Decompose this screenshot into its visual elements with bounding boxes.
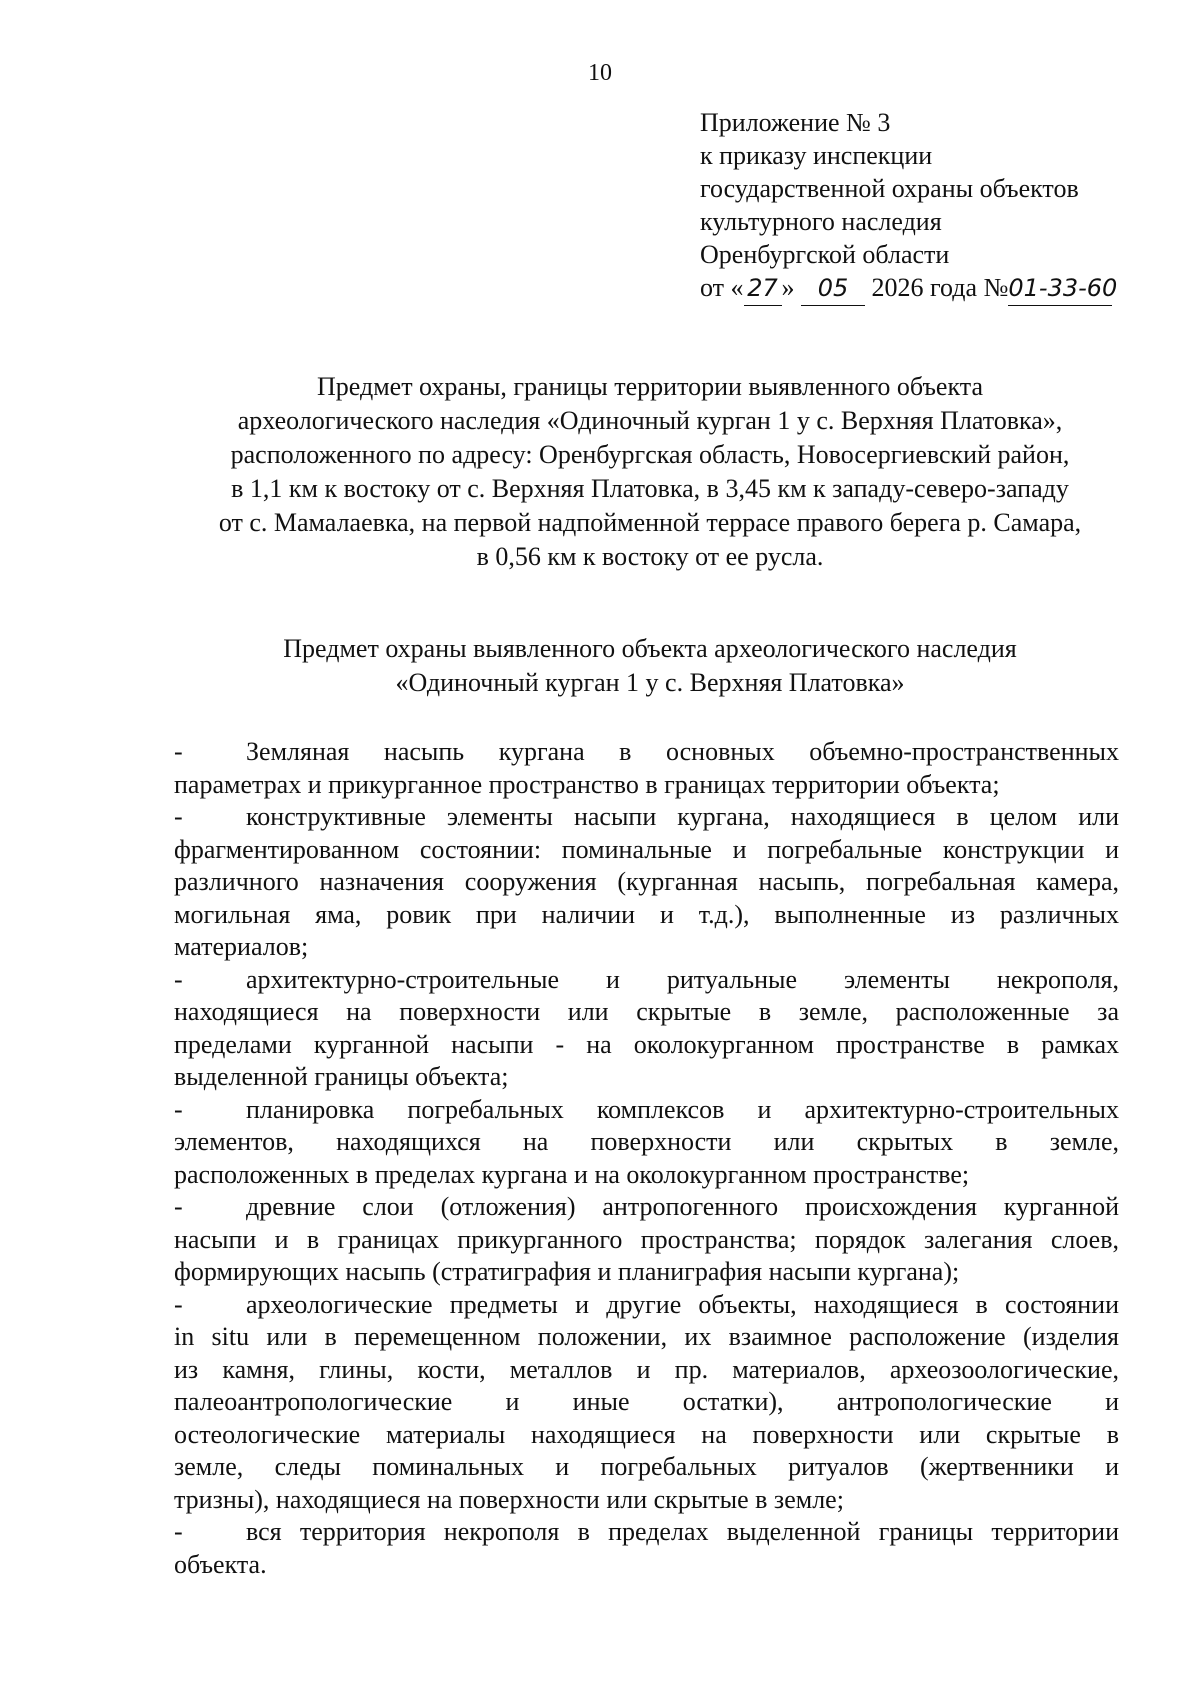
protection-subject-list (174, 736, 1119, 1581)
list-item-text: выделенной границы объекта; (174, 1062, 509, 1091)
list-item-line (174, 899, 1119, 932)
title-line: от с. Мамалаевка, на первой надпойменной террасе правого берега р. Самара, (218, 508, 1082, 537)
list-item-text: тризны), находящиеся на поверхности или скрытые в земле; (174, 1484, 844, 1514)
list-item-line (174, 1549, 1119, 1582)
bullet-dash: - (174, 1192, 183, 1221)
order-date-line (700, 271, 1140, 306)
list-item-line (174, 1419, 1119, 1452)
list-item (174, 1094, 1119, 1192)
bullet-dash: - (174, 1517, 183, 1546)
title-line: в 0,56 км к востоку от ее русла. (476, 542, 824, 571)
bullet-dash: - (174, 964, 183, 994)
list-item-text: могильная яма, ровик при наличии и т.д.), выполненные из различных (174, 899, 1119, 929)
list-item-text: планировка погребальных комплексов и архитектурно-строительных (246, 1094, 1119, 1124)
list-item-line (174, 1126, 1119, 1159)
list-item (174, 801, 1119, 964)
list-item-text: параметрах и прикурганное пространство в границах территории объекта; (174, 769, 1000, 799)
list-item (174, 736, 1119, 801)
list-item-line (174, 1451, 1119, 1484)
list-item-text: различного назначения сооружения (курганная насыпь, погребальная камера, (174, 867, 1119, 896)
list-item-line (174, 1029, 1119, 1062)
list-item-line (174, 866, 1119, 899)
list-item-text: остеологические материалы находящиеся на поверхности или скрытые в (174, 1419, 1119, 1449)
list-item-line (174, 1321, 1119, 1354)
order-year: 2026 года № (871, 273, 1009, 302)
list-item (174, 1191, 1119, 1289)
subtitle-line: Предмет охраны выявленного объекта археологического наследия (283, 634, 1017, 663)
list-item-text: Земляная насыпь кургана в основных объемно-пространственных (246, 737, 1119, 766)
list-item-text: пределами курганной насыпи - на околокурганном пространстве в рамках (174, 1029, 1119, 1059)
page-number: 10 (588, 60, 612, 86)
list-item-text: материалов; (174, 932, 309, 961)
list-item (174, 1516, 1119, 1581)
list-item-text: фрагментированном состоянии: поминальные и погребальные конструкции и (174, 834, 1119, 864)
appendix-line: к приказу инспекции (700, 141, 933, 170)
bullet-dash: - (174, 802, 183, 831)
list-item-line (174, 1159, 1119, 1192)
list-item-line (174, 1256, 1119, 1289)
list-item-text: конструктивные элементы насыпи кургана, находящиеся в целом или (246, 802, 1119, 831)
list-item-text: земле, следы поминальных и погребальных ритуалов (жертвенники и (174, 1452, 1119, 1481)
list-item-line (174, 834, 1119, 867)
list-item-text: насыпи и в границах прикурганного пространства; порядок залегания слоев, (174, 1224, 1119, 1254)
list-item-line (174, 1061, 1119, 1094)
bullet-dash: - (174, 1094, 183, 1124)
appendix-line: государственной охраны объектов (700, 174, 1079, 203)
list-item-text: археологические предметы и другие объекты, находящиеся в состоянии (246, 1289, 1119, 1319)
list-item-line (174, 1354, 1119, 1387)
appendix-line: культурного наследия (700, 207, 942, 236)
list-item-line (174, 1224, 1119, 1257)
list-item-text: вся территория некрополя в пределах выделенной границы территории (246, 1517, 1119, 1546)
list-item-text: архитектурно-строительные и ритуальные элементы некрополя, (246, 964, 1119, 994)
list-item-line (174, 1516, 1119, 1549)
list-item-line (174, 736, 1119, 769)
date-prefix: от « (700, 273, 744, 302)
order-day: 27 (744, 272, 782, 306)
list-item-text: объекта. (174, 1549, 267, 1579)
order-number: 01-33-60 (1008, 272, 1112, 306)
subtitle-line: «Одиночный курган 1 у с. Верхняя Платовка» (395, 668, 905, 697)
list-item-text: расположенных в пределах кургана и на околокурганном пространстве; (174, 1159, 970, 1189)
list-item-line (174, 769, 1119, 802)
list-item-line (174, 1386, 1119, 1419)
bullet-dash: - (174, 737, 183, 766)
list-item-line (174, 1289, 1119, 1322)
list-item-line (174, 931, 1119, 964)
list-item (174, 1289, 1119, 1517)
list-item-text: in situ или в перемещенном положении, их взаимное расположение (изделия (174, 1322, 1119, 1351)
date-suffix: » (781, 273, 795, 302)
list-item-text: древние слои (отложения) антропогенного происхождения курганной (246, 1192, 1119, 1221)
list-item-text: формирующих насыпь (стратиграфия и планиграфия насыпи кургана); (174, 1257, 960, 1286)
list-item-text: находящиеся на поверхности или скрытые в земле, расположенные за (174, 997, 1119, 1026)
list-item-text: элементов, находящихся на поверхности или скрытых в земле, (174, 1127, 1119, 1156)
appendix-line: Оренбургской области (700, 240, 950, 269)
title-line: расположенного по адресу: Оренбургская область, Новосергиевский район, (230, 440, 1070, 469)
order-month: 05 (801, 272, 865, 306)
title-line: в 1,1 км к востоку от с. Верхняя Платовка, в 3,45 км к западу-северо-западу (231, 474, 1069, 503)
list-item-line (174, 964, 1119, 997)
list-item-line (174, 1191, 1119, 1224)
list-item-line (174, 996, 1119, 1029)
list-item-text: из камня, глины, кости, металлов и пр. материалов, археозоологические, (174, 1354, 1119, 1384)
appendix-header (700, 106, 1140, 306)
list-item-text: палеоантропологические и иные остатки), антропологические и (174, 1387, 1119, 1416)
document-title (150, 370, 1150, 574)
list-item-line (174, 1094, 1119, 1127)
title-line: археологического наследия «Одиночный курган 1 у с. Верхняя Платовка», (237, 406, 1063, 435)
list-item-line (174, 1484, 1119, 1517)
list-item-line (174, 801, 1119, 834)
list-item (174, 964, 1119, 1094)
bullet-dash: - (174, 1289, 183, 1319)
title-line: Предмет охраны, границы территории выявленного объекта (317, 372, 983, 401)
section-heading (150, 632, 1150, 700)
appendix-line: Приложение № 3 (700, 108, 891, 137)
